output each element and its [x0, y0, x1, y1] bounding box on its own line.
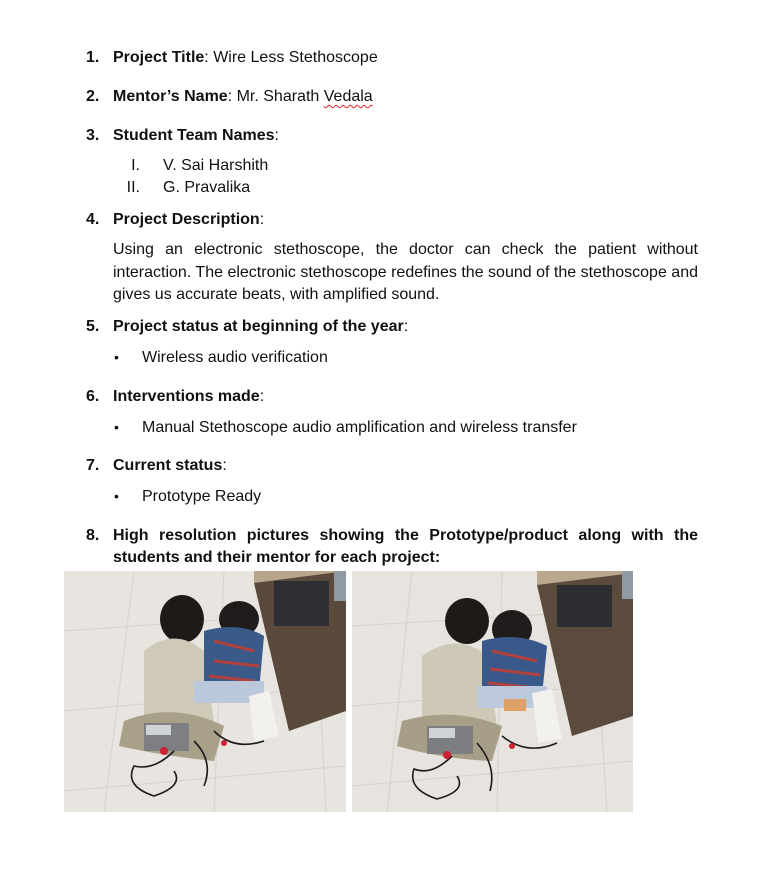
item-number: 5. — [86, 318, 100, 335]
project-title-value: : Wire Less Stethoscope — [204, 49, 378, 66]
prototype-photo-1 — [64, 571, 346, 812]
item-project-title — [86, 47, 698, 69]
item-number: 7. — [86, 457, 100, 474]
student-team-label: Student Team Names — [113, 127, 275, 144]
list-item — [114, 485, 261, 508]
item-project-status-begin — [86, 316, 698, 338]
bullet-text: Prototype Ready — [142, 488, 262, 505]
item-number: 1. — [86, 49, 100, 66]
roman-numeral: I. — [131, 157, 140, 174]
interventions-label: Interventions made — [113, 388, 260, 405]
current-status-label: Current status — [113, 457, 223, 474]
mentor-name-value: : Mr. Sharath — [227, 88, 324, 105]
photo-illustration — [352, 571, 633, 812]
prototype-photo-2 — [352, 571, 633, 812]
pictures-label: High resolution pictures showing the Prototype/product along with the students and their mentor for each project: — [113, 527, 698, 566]
bullet-glyph: • — [114, 419, 119, 435]
mentor-surname-spellcheck: Vedala — [323, 88, 373, 105]
student-row — [86, 177, 386, 199]
item-project-description — [86, 209, 698, 231]
colon: : — [403, 318, 409, 335]
project-description-label: Project Description — [113, 211, 260, 228]
list-item — [114, 416, 577, 439]
status-begin-label: Project status at beginning of the year — [113, 318, 404, 335]
colon: : — [274, 127, 279, 144]
bullet-glyph: • — [114, 349, 119, 365]
colon: : — [222, 457, 227, 474]
bullet-text: Manual Stethoscope audio amplification and wireless transfer — [142, 419, 577, 436]
student-name: G. Pravalika — [163, 179, 251, 196]
item-number: 2. — [86, 88, 100, 105]
project-title-label: Project Title — [113, 49, 205, 66]
item-number: 8. — [86, 527, 100, 544]
item-number: 4. — [86, 211, 100, 228]
colon: : — [259, 388, 265, 405]
photo-illustration — [64, 571, 346, 812]
project-description-text: Using an electronic stethoscope, the doctor can check the patient without interaction. The electronic stethoscope redefines the sound of the stethoscope and gives us accurate beats, with amplified sound. — [113, 241, 698, 303]
item-student-team — [86, 125, 698, 147]
bullet-text: Wireless audio verification — [142, 349, 328, 366]
item-current-status — [86, 455, 698, 477]
list-item — [114, 346, 328, 369]
colon: : — [259, 211, 265, 228]
item-mentor-name — [86, 86, 698, 108]
student-row — [86, 155, 386, 177]
mentor-name-label: Mentor’s Name — [113, 88, 228, 105]
roman-numeral: II. — [126, 179, 140, 196]
item-interventions — [86, 386, 698, 408]
item-number: 3. — [86, 127, 100, 144]
bullet-glyph: • — [114, 488, 119, 504]
item-pictures — [86, 525, 698, 569]
item-number: 6. — [86, 388, 100, 405]
student-name: V. Sai Harshith — [163, 157, 269, 174]
